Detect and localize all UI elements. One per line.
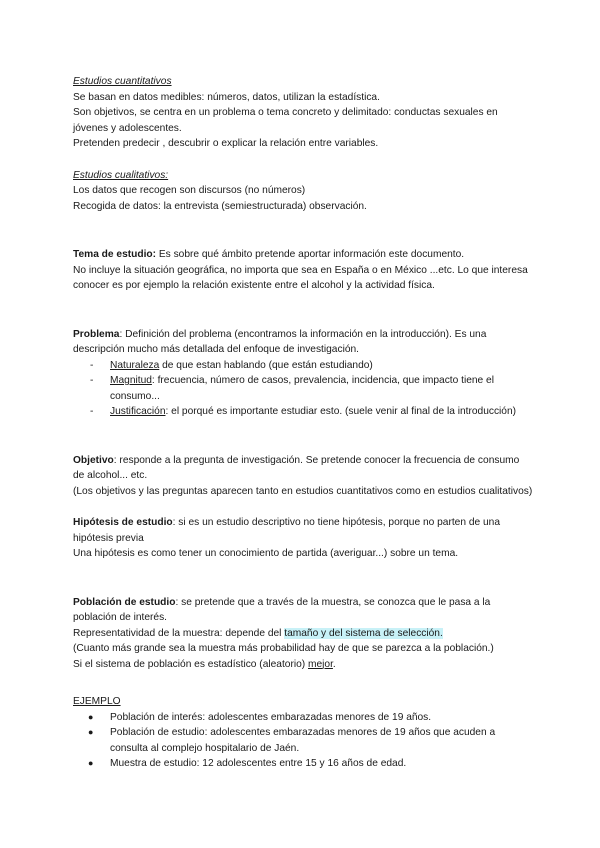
- list-item: ● Muestra de estudio: 12 adolescentes entre 15 y 16 años de edad.: [73, 756, 533, 772]
- example-list: [73, 710, 533, 772]
- paragraph: Pretenden predecir , descubrir o explicar la relación entre variables.: [73, 138, 379, 149]
- paragraph: Recogida de datos: la entrevista (semiestructurada) observación.: [73, 200, 367, 212]
- hipotesis-label: Hipótesis de estudio: [73, 517, 173, 528]
- section-heading-qualitative: Estudios cualitativos:: [73, 169, 169, 181]
- paragraph: Son objetivos, se centra en un problema o tema concreto y delimitado: conductas sexuales en jóvenes y adolescentes.: [73, 107, 498, 134]
- poblacion-label: Población de estudio: [73, 596, 176, 608]
- poblacion-paragraph: Población de estudio: se pretende que a través de la muestra, se conozca que le pasa a la población de interés.: [73, 596, 491, 623]
- section-heading-example: EJEMPLO: [73, 696, 121, 707]
- list-item: - Justificación: el porqué es importante estudiar esto. (suele venir al final de la introducción): [90, 406, 517, 417]
- paragraph: (Cuanto más grande sea la muestra más probabilidad hay de que se parezca a la población.): [73, 643, 494, 654]
- section-heading-quantitative: Estudios cuantitativos: [73, 76, 172, 87]
- bullet-icon: ●: [88, 711, 94, 722]
- paragraph: Se basan en datos medibles: números, datos, utilizan la estadística.: [73, 91, 380, 103]
- paragraph: No incluye la situación geográfica, no importa que sea en España o en México ...etc. Lo que interesa conocer es por ejemplo la relación existente entre el alcohol y la actividad física.: [73, 264, 528, 291]
- paragraph: (Los objetivos y las preguntas aparecen tanto en estudios cuantitativos como en estudios cualitativos): [73, 485, 533, 497]
- problema-label: Problema: [73, 328, 120, 340]
- hipotesis-paragraph: Hipótesis de estudio: si es un estudio descriptivo no tiene hipótesis, porque no parten de una hipótesis previa: [73, 517, 500, 544]
- list-item: ● Población de interés: adolescentes embarazadas menores de 19 años.: [73, 710, 533, 726]
- paragraph: Una hipótesis es como tener un conocimiento de partida (averiguar...) sobre un tema.: [73, 548, 459, 559]
- problema-paragraph: Problema: Definición del problema (encontramos la información en la introducción). Es una descripción mucho más detallada del enfoque de investigación.: [73, 328, 487, 355]
- problema-list: [73, 358, 533, 420]
- paragraph: Los datos que recogen son discursos (no números): [73, 185, 306, 196]
- list-item: - Naturaleza de que estan hablando (que están estudiando): [90, 359, 373, 371]
- bullet-icon: ●: [88, 727, 94, 737]
- list-item: ● Población de estudio: adolescentes embarazadas menores de 19 años que acuden a consulta al complejo hospitalario de Jaén.: [88, 727, 496, 754]
- document-body: [73, 74, 533, 772]
- objetivo-paragraph: Objetivo: responde a la pregunta de investigación. Se pretende conocer la frecuencia de consumo de alcohol... etc.: [73, 454, 520, 481]
- objetivo-label: Objetivo: [73, 454, 114, 466]
- tema-paragraph: Tema de estudio: Es sobre qué ámbito pretende aportar información este documento.: [73, 249, 465, 260]
- highlighted-text: tamaño y del sistema de selección.: [284, 627, 443, 639]
- tema-label: Tema de estudio:: [73, 249, 157, 260]
- list-item: - Magnitud: frecuencia, número de casos, prevalencia, incidencia, que impacto tiene el consumo...: [90, 375, 494, 402]
- paragraph: Si el sistema de población es estadístico (aleatorio) mejor.: [73, 658, 336, 670]
- paragraph: Representatividad de la muestra: depende del tamaño y del sistema de selección.: [73, 627, 443, 639]
- bullet-icon: ●: [88, 758, 94, 768]
